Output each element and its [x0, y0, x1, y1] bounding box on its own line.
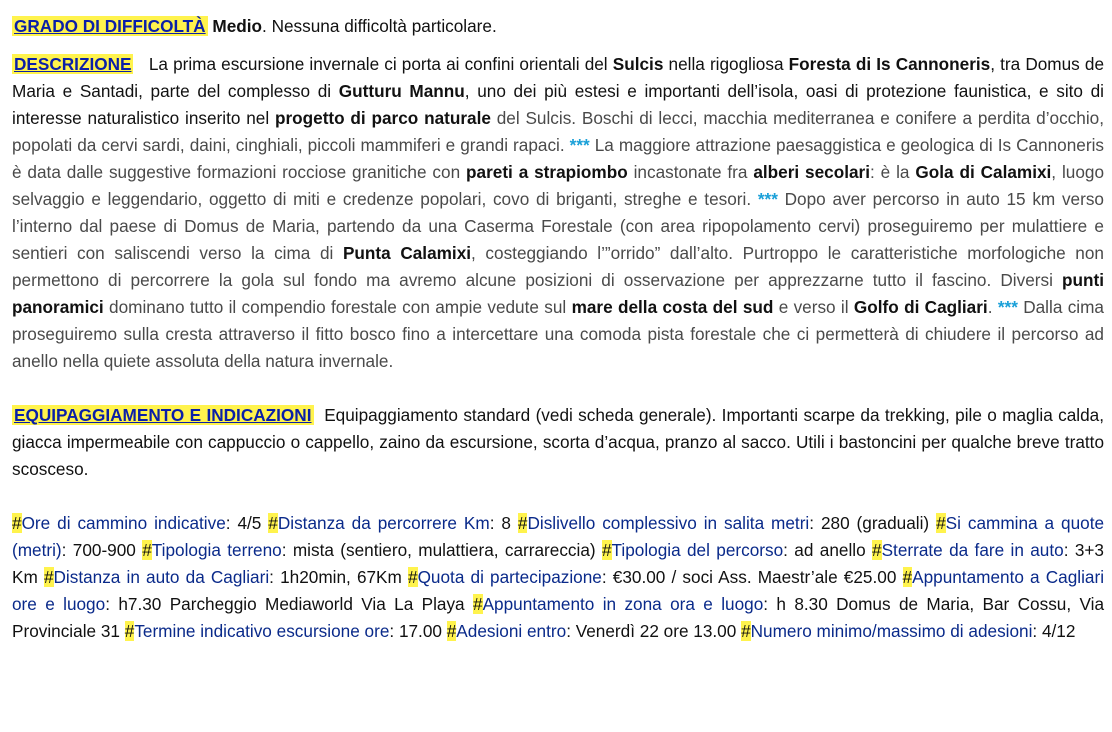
info-label: Adesioni entro	[456, 621, 567, 641]
description-heading: DESCRIZIONE	[14, 54, 132, 74]
info-value: : 3+3 Km	[12, 540, 1104, 587]
hash-marker: #	[446, 621, 457, 641]
description-bold-text: punti panoramici	[12, 270, 1104, 317]
description-bold-text: mare della costa del sud	[571, 297, 774, 317]
info-label: Sterrate da fare in auto	[881, 540, 1064, 560]
description-text: incastonate fra	[627, 162, 754, 182]
info-label: Ore di cammino indicative	[21, 513, 226, 533]
info-item	[44, 567, 402, 587]
description-text: Dopo aver percorso in auto 15 km verso l’interno dal paese di Domus de Maria, partendo da una Caserma Forestale (con area ripopolamento cervi) proseguiremo per mulattiere e sentieri con saliscendi verso la cima di	[12, 189, 1104, 263]
info-value: : mista (sentiero, mulattiera, carrareccia)	[281, 540, 596, 560]
description-bold-text: Gola di Calamixi	[915, 162, 1052, 182]
info-item	[12, 513, 261, 533]
info-label: Quota di partecipazione	[417, 567, 602, 587]
equipment-section	[12, 402, 1104, 483]
difficulty-text: . Nessuna difficoltà particolare.	[262, 16, 497, 36]
hash-marker: #	[517, 513, 528, 533]
hash-marker: #	[43, 567, 54, 587]
info-item	[518, 513, 929, 533]
difficulty-heading: GRADO DI DIFFICOLTÀ	[14, 16, 206, 36]
hash-marker: #	[124, 621, 135, 641]
hash-marker: #	[601, 540, 612, 560]
description-separator: ***	[997, 297, 1018, 317]
info-label: Distanza in auto da Cagliari	[53, 567, 270, 587]
info-value: : Venerdì 22 ore 13.00	[566, 621, 737, 641]
description-bold-text: pareti a strapiombo	[466, 162, 628, 182]
info-label: Appuntamento a Cagliari ore e luogo	[12, 567, 1105, 614]
hash-marker: #	[902, 567, 913, 587]
info-label: Termine indicativo escursione ore	[134, 621, 390, 641]
description-text: , uno dei più estesi e importanti dell’isola, oasi di protezione faunistica, e sito di interesse naturalistico inserito nel	[12, 81, 1104, 128]
info-label: Dislivello complessivo in salita metri	[527, 513, 810, 533]
difficulty-level: Medio	[212, 16, 263, 36]
hash-marker: #	[268, 513, 278, 533]
description-separator: ***	[569, 135, 590, 155]
description-text: e verso il	[773, 297, 854, 317]
info-item	[602, 540, 866, 560]
info-label: Tipologia terreno	[151, 540, 282, 560]
info-label: Numero minimo/massimo di adesioni	[750, 621, 1033, 641]
description-text: dominano tutto il compendio forestale con ampie vedute sul	[103, 297, 572, 317]
info-item	[125, 621, 442, 641]
info-value: : ad anello	[783, 540, 866, 560]
hash-marker: #	[936, 513, 946, 533]
description-text: , luogo selvaggio e leggendario, oggetto di miti e credenze popolari, covo di briganti, streghe e tesori.	[12, 162, 1105, 209]
info-value: : 280 (graduali)	[809, 513, 930, 533]
description-separator: ***	[757, 189, 778, 209]
info-section	[12, 510, 1104, 645]
info-value: : h7.30 Parcheggio Mediaworld Via La Playa	[105, 594, 465, 614]
hash-marker: #	[408, 567, 418, 587]
info-value: : 4/12	[1032, 621, 1076, 641]
hash-marker: #	[741, 621, 751, 641]
description-text: Dalla cima proseguiremo sulla cresta attraverso il fitto bosco fino a intercettare una comoda pista forestale che ci permetterà di chiudere il percorso ad anello nella quiete assoluta della natura invernale.	[12, 297, 1104, 371]
description-bold-text: alberi secolari	[753, 162, 871, 182]
description-text: La maggiore attrazione paesaggistica e geologica di Is Cannoneris è data dalle suggestive formazioni rocciose granitiche con	[12, 135, 1104, 182]
description-text: del Sulcis. Boschi di lecci, macchia mediterranea e conifere a perdita d’occhio, popolati da cervi sardi, daini, cinghiali, piccoli mammiferi e grandi rapaci.	[12, 108, 1104, 155]
info-value: : 1h20min, 67Km	[269, 567, 402, 587]
description-text: , tra Domus de Maria e Santadi, parte del complesso di	[12, 54, 1104, 101]
description-text: .	[987, 297, 998, 317]
hash-marker: #	[12, 513, 22, 533]
description-bold-text: Foresta di Is Cannoneris	[788, 54, 991, 74]
info-value: : h 8.30 Domus de Maria, Bar Cossu, Via Provinciale 31	[12, 594, 1105, 641]
info-value: : 8	[489, 513, 511, 533]
description-bold-text: Golfo di Cagliari	[853, 297, 988, 317]
info-value: : 700-900	[61, 540, 136, 560]
description-bold-text: Punta Calamixi	[342, 243, 472, 263]
difficulty-section	[12, 13, 1104, 40]
info-value: : €30.00 / soci Ass. Maestr’ale €25.00	[601, 567, 897, 587]
info-label: Si cammina a quote (metri)	[12, 513, 1105, 560]
description-text: , costeggiando l’”orrido” dall’alto. Purtroppo le caratteristiche morfologiche non permettono di percorrere la gola sul fondo ma avremo alcune posizioni di osservazione per apprezzarne tutto il fascino. Diversi	[12, 243, 1104, 290]
info-value: : 17.00	[389, 621, 442, 641]
hash-marker: #	[142, 540, 152, 560]
description-bold-text: progetto di parco naturale	[274, 108, 491, 128]
info-item	[408, 567, 896, 587]
info-item	[741, 621, 1075, 641]
info-item	[268, 513, 511, 533]
equipment-text: Equipaggiamento standard (vedi scheda generale). Importanti scarpe da trekking, pile o maglia calda, giacca impermeabile con cappuccio o cappello, zaino da escursione, scorta d’acqua, pranzo al sacco. Utili i bastoncini per qualche breve tratto scosceso.	[12, 405, 1105, 479]
info-item	[447, 621, 737, 641]
description-bold-text: Sulcis	[612, 54, 664, 74]
info-item	[142, 540, 595, 560]
description-text: nella rigogliosa	[663, 54, 789, 74]
description-text: La prima escursione invernale ci porta ai confini orientali del	[148, 54, 613, 74]
description-text: : è la	[870, 162, 916, 182]
info-value: : 4/5	[225, 513, 262, 533]
info-label: Distanza da percorrere Km	[277, 513, 490, 533]
equipment-heading: EQUIPAGGIAMENTO E INDICAZIONI	[14, 405, 312, 425]
description-bold-text: Gutturu Mannu	[338, 81, 465, 101]
description-section	[12, 51, 1104, 375]
info-label: Tipologia del percorso	[611, 540, 784, 560]
info-label: Appuntamento in zona ora e luogo	[482, 594, 764, 614]
hash-marker: #	[872, 540, 882, 560]
hash-marker: #	[473, 594, 483, 614]
